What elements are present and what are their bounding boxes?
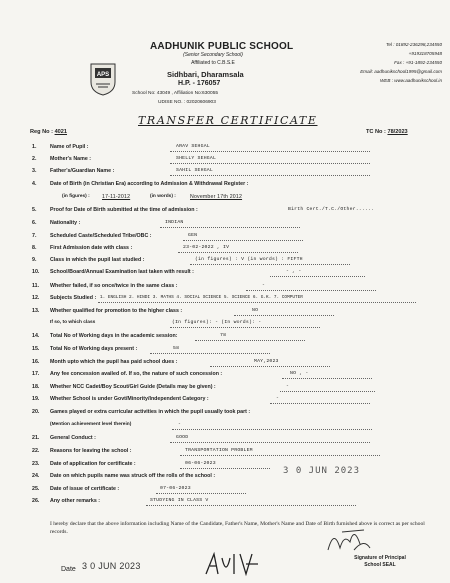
dotted-line — [160, 221, 300, 228]
dotted-line — [150, 347, 270, 354]
dotted-line — [190, 258, 350, 265]
school-number: School No: 43049 , Affiliation No:630055 — [132, 91, 219, 96]
exam-result-value: - , - — [286, 269, 302, 274]
dotted-line — [178, 246, 298, 253]
conduct-value: GOOD — [176, 435, 189, 440]
date-stamp: 3 0 JUN 2023 — [82, 561, 141, 571]
row-number: 24. — [32, 473, 40, 479]
reg-no — [30, 129, 67, 135]
dob-words-label: (in words) : — [150, 194, 176, 199]
row-number: 12. — [32, 295, 40, 301]
nationality-value: INDIAN — [165, 220, 184, 225]
contact-fax: Fax : +91-1892-234550 — [394, 60, 442, 65]
row-number: 6. — [32, 220, 37, 226]
school-logo-icon — [88, 62, 118, 96]
contact-mobile: +919318705948 — [408, 51, 442, 56]
row-number: 5. — [32, 207, 37, 213]
reg-no-label: Reg No : — [30, 129, 55, 135]
row-label: Date of application for certificate : — [50, 461, 136, 467]
dotted-line — [195, 334, 305, 341]
issue-date-value: 07-06-2023 — [160, 486, 191, 491]
row-label: Total No of Working days present : — [50, 346, 138, 352]
dotted-line — [170, 321, 320, 328]
dob-figures-value: 17-11-2012 — [102, 194, 131, 200]
dotted-line — [210, 360, 330, 367]
certificate-title: TRANSFER CERTIFICATE — [138, 114, 318, 127]
row-label: Whether School is under Govt/Minority/Independent Category : — [50, 396, 209, 402]
pupil-name-value: ARAV SEHGAL — [176, 144, 210, 149]
admission-date-value: 23-02-2022 , IV — [183, 245, 230, 250]
tc-no — [366, 129, 408, 135]
row-number: 2. — [32, 156, 37, 162]
row-number: 7. — [32, 233, 37, 239]
reg-no-value: 4021 — [54, 129, 68, 135]
row-label: Scheduled Caste/Scheduled Tribe/OBC : — [50, 233, 152, 239]
tc-no-label: TC No : — [366, 129, 388, 135]
dues-month-value: MAY,2023 — [254, 359, 279, 364]
category-value: GEN — [188, 233, 198, 238]
last-class-value: (in figures) : V (in words) : FIFTH — [195, 257, 303, 262]
row-label: Whether failed, if so once/twice in the same class : — [50, 283, 178, 289]
days-present-value: 58 — [173, 346, 180, 351]
row-label: Date of issue of certificate : — [50, 486, 120, 492]
row-number: 21. — [32, 435, 40, 441]
row-label: Games played or extra curricular activities in which the pupil usually took part : — [50, 409, 251, 415]
leaving-reason-value: TRANSPORTATION PROBLEM — [185, 448, 253, 453]
row-number: 18. — [32, 384, 40, 390]
row-label: Date on which pupils name was struck off the rolls of the school : — [50, 473, 216, 479]
row-number: 17. — [32, 371, 40, 377]
games-sub-label: (Mention achievement level therein) — [50, 422, 132, 427]
subjects-value: 1. ENGLISH 2. HINDI 3. MATHS 4. SOCIAL SCIENCE 5. SCIENCE 6. G.K. 7. COMPUTER — [100, 295, 303, 300]
row-number: 3. — [32, 168, 37, 174]
school-category-value: - — [276, 396, 280, 401]
school-city: Sidhbari, Dharamsala — [167, 70, 244, 79]
row-label: Reasons for leaving the school : — [50, 448, 132, 454]
row-number: 4. — [32, 181, 37, 187]
remarks-value: STUDYING IN CLASS V — [150, 498, 209, 503]
father-name-value: SAHIL SEHGAL — [176, 168, 213, 173]
school-affiliation: Affiliated to C.B.S.E — [191, 60, 235, 66]
row-label: Subjects Studied : — [50, 295, 97, 301]
row-label: Month upto which the pupil has paid school dues : — [50, 359, 178, 365]
dob-words-value: November 17th 2012 — [190, 194, 243, 200]
row-label: Nationality : — [50, 220, 81, 226]
school-subtitle: (Senior Secondary School) — [183, 52, 243, 58]
dotted-line — [180, 449, 380, 456]
declaration-text: I hereby declare that the above information including Name of the Candidate, Father's Name, Mother's Name and Date of Birth furnished above is correct as per school records. — [50, 521, 425, 535]
row-label: Class in which the pupil last studied : — [50, 257, 145, 263]
row-number: 9. — [32, 257, 37, 263]
ncc-value: - — [286, 384, 290, 389]
row-number: 22. — [32, 448, 40, 454]
dob-proof-value: Birth Cert./T.C./Other...... — [288, 207, 375, 212]
row-label: Father's/Guardian Name : — [50, 168, 115, 174]
row-label: Name of Pupil : — [50, 144, 89, 150]
seal-label: School SEAL — [364, 561, 396, 568]
row-number: 25. — [32, 486, 40, 492]
promotion-sub-label: If so, to which class — [50, 320, 96, 325]
row-label: General Conduct : — [50, 435, 96, 441]
clerk-signature-icon — [200, 548, 270, 580]
working-days-value: 78 — [220, 333, 227, 338]
signature-label: Signature of Principal — [354, 555, 406, 561]
failed-value: - — [262, 283, 266, 288]
application-date-value: 06-06-2023 — [185, 461, 216, 466]
dotted-line — [170, 157, 370, 164]
row-label: Date of Birth (in Christian Era) according to Admission & Withdrawal Register : — [50, 181, 249, 187]
row-number: 19. — [32, 396, 40, 402]
row-number: 14. — [32, 333, 40, 339]
struck-off-date-stamp: 3 0 JUN 2023 — [283, 466, 361, 476]
row-number: 1. — [32, 144, 37, 150]
dob-figures-label: (in figures) : — [62, 194, 90, 199]
dotted-line — [234, 309, 334, 316]
contact-tel: Tel : 01892-236298,234550 — [385, 42, 442, 47]
tc-no-value: 78/2023 — [387, 129, 408, 135]
dotted-line — [180, 462, 270, 469]
games-sub-value: - — [178, 422, 182, 427]
dotted-line — [170, 169, 370, 176]
dotted-line — [280, 385, 375, 392]
row-number: 16. — [32, 359, 40, 365]
dotted-line — [98, 296, 416, 303]
row-label: Any fee concession availed of. If so, the nature of such concession : — [50, 371, 223, 377]
dotted-line — [170, 145, 370, 152]
row-label: Proof for Date of Birth submitted at the time of admission : — [50, 207, 198, 213]
row-number: 15. — [32, 346, 40, 352]
principal-signature-icon — [320, 520, 380, 556]
row-label: Any other remarks : — [50, 498, 101, 504]
row-number: 10. — [32, 269, 40, 275]
row-number: 20. — [32, 409, 40, 415]
row-number: 26. — [32, 498, 40, 504]
mother-name-value: SHELLY SEHGAL — [176, 156, 217, 161]
promotion-sub-value: (In figures): - (In words): - — [172, 320, 262, 325]
row-number: 8. — [32, 245, 37, 251]
dotted-line — [156, 487, 246, 494]
contact-email: Email: aadhunikschool1995@gmail.com — [360, 69, 442, 74]
row-label: Whether NCC Cadet/Boy Scout/Girl Guide (Details may be given) : — [50, 384, 216, 390]
dotted-line — [172, 423, 372, 430]
row-number: 23. — [32, 461, 40, 467]
dotted-line — [282, 372, 372, 379]
logo-letters: APS — [96, 72, 110, 78]
row-number: 13. — [32, 308, 40, 314]
dotted-line — [270, 397, 370, 404]
row-number: 11. — [32, 283, 40, 289]
dotted-line — [170, 436, 370, 443]
udise-number: UDISE NO. : 02020606903 — [158, 100, 216, 105]
school-state: H.P. - 176057 — [178, 80, 221, 87]
date-label: Date — [61, 566, 76, 573]
row-label: School/Board/Annual Examination last taken with result : — [50, 269, 194, 275]
dotted-line — [270, 270, 365, 277]
fee-concession-value: NO , - — [290, 371, 309, 376]
school-name: AADHUNIK PUBLIC SCHOOL — [150, 41, 294, 52]
contact-web: WEB : www.aadhunikschool.in — [379, 78, 442, 83]
dotted-line — [246, 284, 376, 291]
promotion-value: NO — [252, 308, 259, 313]
signature-block — [345, 555, 415, 568]
dotted-line — [183, 234, 303, 241]
dotted-line — [146, 499, 356, 506]
row-label: First Admission date with class : — [50, 245, 133, 251]
row-label: Mother's Name : — [50, 156, 91, 162]
row-label: Whether qualified for promotion to the higher class : — [50, 308, 183, 314]
row-label: Total No of Working days in the academic session: — [50, 333, 178, 339]
